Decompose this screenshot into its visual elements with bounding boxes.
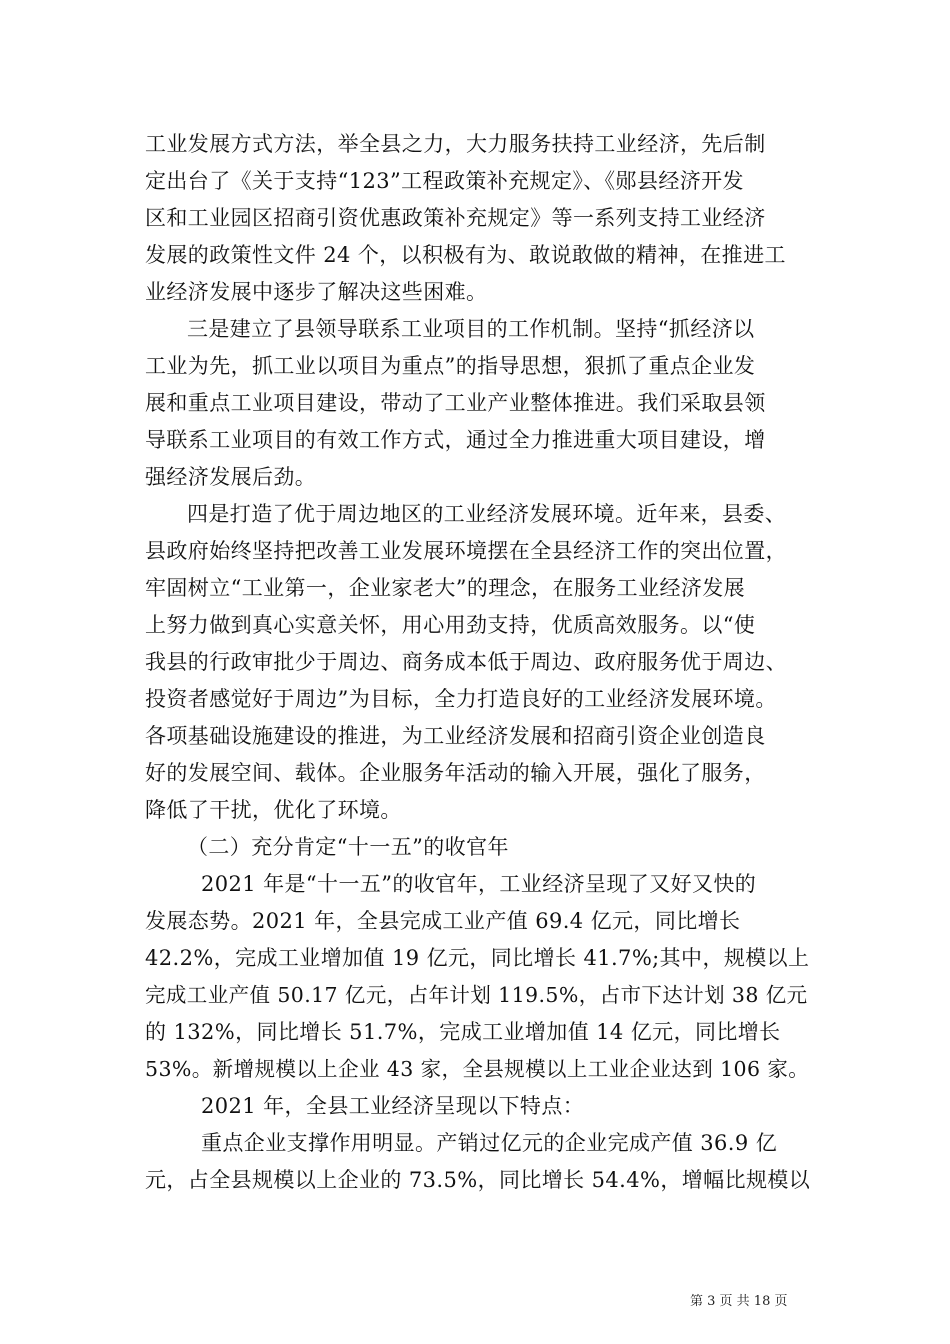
text-line: 展和重点工业项目建设，带动了工业产业整体推进。我们采取县领 (145, 391, 766, 415)
text-line: 业经济发展中逐步了解决这些困难。 (145, 280, 488, 304)
text-line: 导联系工业项目的有效工作方式，通过全力推进重大项目建设，增 (145, 428, 766, 452)
text-line: 42.2%，完成工业增加值 19 亿元，同比增长 41.7%;其中，规模以上 (145, 946, 810, 970)
text-line: 53%。新增规模以上企业 43 家，全县规模以上工业企业达到 106 家。 (145, 1057, 810, 1081)
text-line: 各项基础设施建设的推进，为工业经济发展和招商引资企业创造良 (145, 724, 766, 748)
text-line: 2021 年，全县工业经济呈现以下特点： (201, 1094, 585, 1118)
text-line: 县政府始终坚持把改善工业发展环境摆在全县经济工作的突出位置， (145, 539, 787, 563)
text-line: 元，占全县规模以上企业的 73.5%，同比增长 54.4%，增幅比规模以 (145, 1168, 811, 1192)
text-line: 强经济发展后劲。 (145, 465, 317, 489)
text-line: 我县的行政审批少于周边、商务成本低于周边、政府服务优于周边、 (145, 650, 787, 674)
text-line: 发展态势。2021 年，全县完成工业产值 69.4 亿元，同比增长 (145, 909, 741, 933)
text-line: 的 132%，同比增长 51.7%，完成工业增加值 14 亿元，同比增长 (145, 1020, 781, 1044)
text-line: 2021 年是“十一五”的收官年，工业经济呈现了又好又快的 (201, 872, 757, 896)
text-line: 三是建立了县领导联系工业项目的工作机制。坚持“抓经济以 (187, 317, 755, 341)
text-line: 工业为先，抓工业以项目为重点”的指导思想，狠抓了重点企业发 (145, 354, 756, 378)
text-line: 好的发展空间、载体。企业服务年活动的输入开展，强化了服务， (145, 761, 766, 785)
text-line: 上努力做到真心实意关怀，用心用劲支持，优质高效服务。以“使 (145, 613, 756, 637)
text-line: 降低了干扰，优化了环境。 (145, 798, 402, 822)
text-line: 定出台了《关于支持“123”工程政策补充规定》、《郧县经济开发 (145, 169, 744, 193)
section-heading: （二）充分肯定“十一五”的收官年 (187, 835, 509, 859)
text-line: 完成工业产值 50.17 亿元，占年计划 119.5%，占市下达计划 38 亿元 (145, 983, 808, 1007)
text-line: 区和工业园区招商引资优惠政策补充规定》等一系列支持工业经济 (145, 206, 766, 230)
text-line: 重点企业支撑作用明显。产销过亿元的企业完成产值 36.9 亿 (201, 1131, 778, 1155)
text-line: 牢固树立“工业第一，企业家老大”的理念，在服务工业经济发展 (145, 576, 746, 600)
text-line: 工业发展方式方法，举全县之力，大力服务扶持工业经济，先后制 (145, 132, 766, 156)
page-number: 第 3 页 共 18 页 (690, 1294, 788, 1309)
text-line: 四是打造了优于周边地区的工业经济发展环境。近年来，县委、 (187, 502, 787, 526)
text-line: 投资者感觉好于周边”为目标，全力打造良好的工业经济发展环境。 (145, 687, 777, 711)
text-line: 发展的政策性文件 24 个，以积极有为、敢说敢做的精神，在推进工 (145, 243, 786, 267)
